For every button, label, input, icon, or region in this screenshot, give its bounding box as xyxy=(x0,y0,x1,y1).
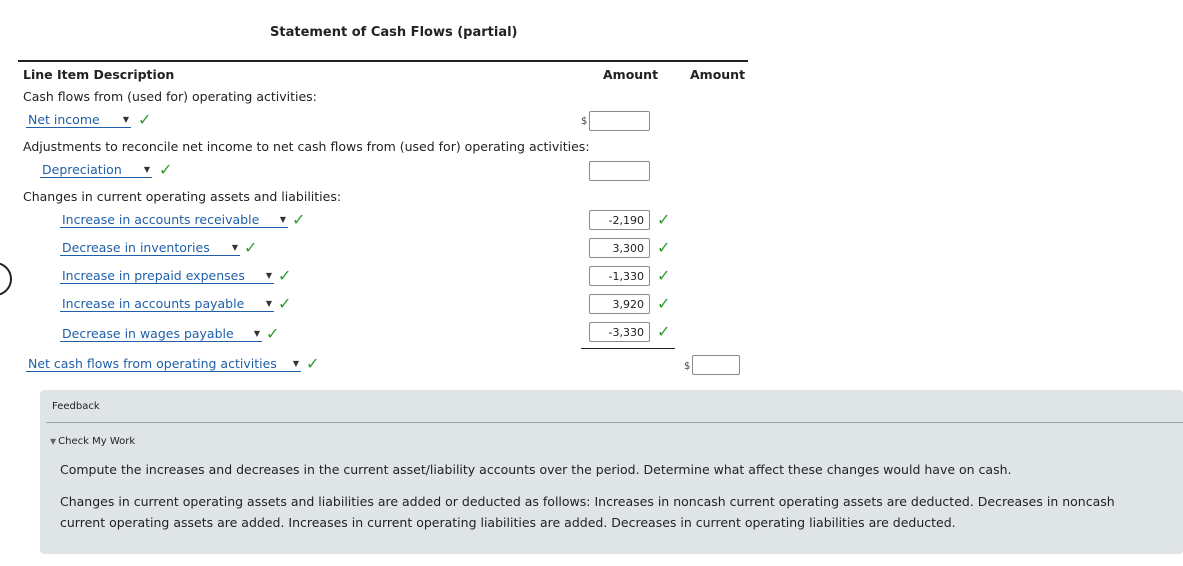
change-select-label: Increase in prepaid expenses xyxy=(62,268,245,283)
net-cash-flows-select-label: Net cash flows from operating activities xyxy=(28,356,277,371)
checkmark-icon: ✓ xyxy=(657,294,671,313)
change-amount-input[interactable]: -3,330 xyxy=(589,322,650,342)
statement-title: Statement of Cash Flows (partial) xyxy=(270,25,518,40)
header-rule xyxy=(18,60,748,62)
checkmark-icon: ✓ xyxy=(138,110,152,129)
checkmark-icon: ✓ xyxy=(159,160,173,179)
change-select-label: Increase in accounts receivable xyxy=(62,212,260,227)
adjustments-label: Adjustments to reconcile net income to net cash flows from (used for) operating activities: xyxy=(23,139,590,154)
depreciation-amount-input[interactable] xyxy=(589,161,650,181)
chevron-down-icon: ▼ xyxy=(279,215,286,224)
change-select-label: Increase in accounts payable xyxy=(62,296,245,311)
checkmark-icon: ✓ xyxy=(657,266,671,285)
checkmark-icon: ✓ xyxy=(657,210,671,229)
changes-label: Changes in current operating assets and liabilities: xyxy=(23,189,342,204)
chevron-down-icon: ▼ xyxy=(253,329,260,338)
net-income-select-label: Net income xyxy=(28,112,100,127)
currency-symbol: $ xyxy=(581,116,588,127)
chevron-down-icon: ▼ xyxy=(265,271,272,280)
checkmark-icon: ✓ xyxy=(278,294,292,313)
checkmark-icon: ✓ xyxy=(244,238,258,257)
change-select-label: Decrease in wages payable xyxy=(62,326,234,341)
chevron-down-icon: ▼ xyxy=(122,115,129,124)
chevron-down-icon: ▼ xyxy=(231,243,238,252)
checkmark-icon: ✓ xyxy=(266,324,280,343)
net-cash-flows-select[interactable] xyxy=(26,356,301,372)
change-amount-input[interactable]: 3,300 xyxy=(589,238,650,258)
change-select-accounts-receivable[interactable] xyxy=(60,212,288,228)
chevron-down-icon: ▼ xyxy=(292,359,299,368)
checkmark-icon: ✓ xyxy=(657,238,671,257)
column-header-amount-2: Amount xyxy=(690,67,746,82)
column-header-description: Line Item Description xyxy=(23,67,175,82)
checkmark-icon: ✓ xyxy=(292,210,306,229)
column-header-amount-1: Amount xyxy=(603,67,659,82)
change-select-wages-payable[interactable] xyxy=(60,326,262,342)
change-amount-input[interactable]: -1,330 xyxy=(589,266,650,286)
change-select-accounts-payable[interactable] xyxy=(60,296,274,312)
section-operating-label: Cash flows from (used for) operating activities: xyxy=(23,89,317,104)
depreciation-select[interactable] xyxy=(40,162,152,178)
currency-symbol: $ xyxy=(684,361,691,372)
checkmark-icon: ✓ xyxy=(657,322,671,341)
left-edge-circle-decoration xyxy=(0,262,12,296)
chevron-down-icon: ▼ xyxy=(143,165,150,174)
change-select-prepaid-expenses[interactable] xyxy=(60,268,274,284)
feedback-paragraph-1: Compute the increases and decreases in the current asset/liability accounts over the period. Determine what affect these changes would have on cash. xyxy=(60,462,1012,477)
depreciation-select-label: Depreciation xyxy=(42,162,122,177)
feedback-panel xyxy=(40,390,1183,554)
net-income-select[interactable] xyxy=(26,112,131,128)
net-cash-flows-amount-input[interactable] xyxy=(692,355,740,375)
change-select-inventories[interactable] xyxy=(60,240,240,256)
checkmark-icon: ✓ xyxy=(278,266,292,285)
chevron-down-icon: ▼ xyxy=(265,299,272,308)
change-amount-input[interactable]: -2,190 xyxy=(589,210,650,230)
triangle-down-icon: ▼ xyxy=(50,437,57,446)
feedback-divider xyxy=(46,422,1183,423)
checkmark-icon: ✓ xyxy=(306,354,320,373)
change-amount-input[interactable]: 3,920 xyxy=(589,294,650,314)
change-select-label: Decrease in inventories xyxy=(62,240,210,255)
net-income-amount-input[interactable] xyxy=(589,111,650,131)
subtotal-rule xyxy=(581,348,675,349)
feedback-paragraph-2: Changes in current operating assets and liabilities are added or deducted as follows: Increases in noncash current operating assets are deducted. Decreases in noncash current operating assets are added. Increases in current operating liabilities are added. Decreases in current operating liabilities are deducted. xyxy=(60,494,1115,530)
feedback-label: Feedback xyxy=(52,401,100,412)
check-my-work-toggle[interactable] xyxy=(50,436,135,447)
check-my-work-label: Check My Work xyxy=(58,436,136,447)
